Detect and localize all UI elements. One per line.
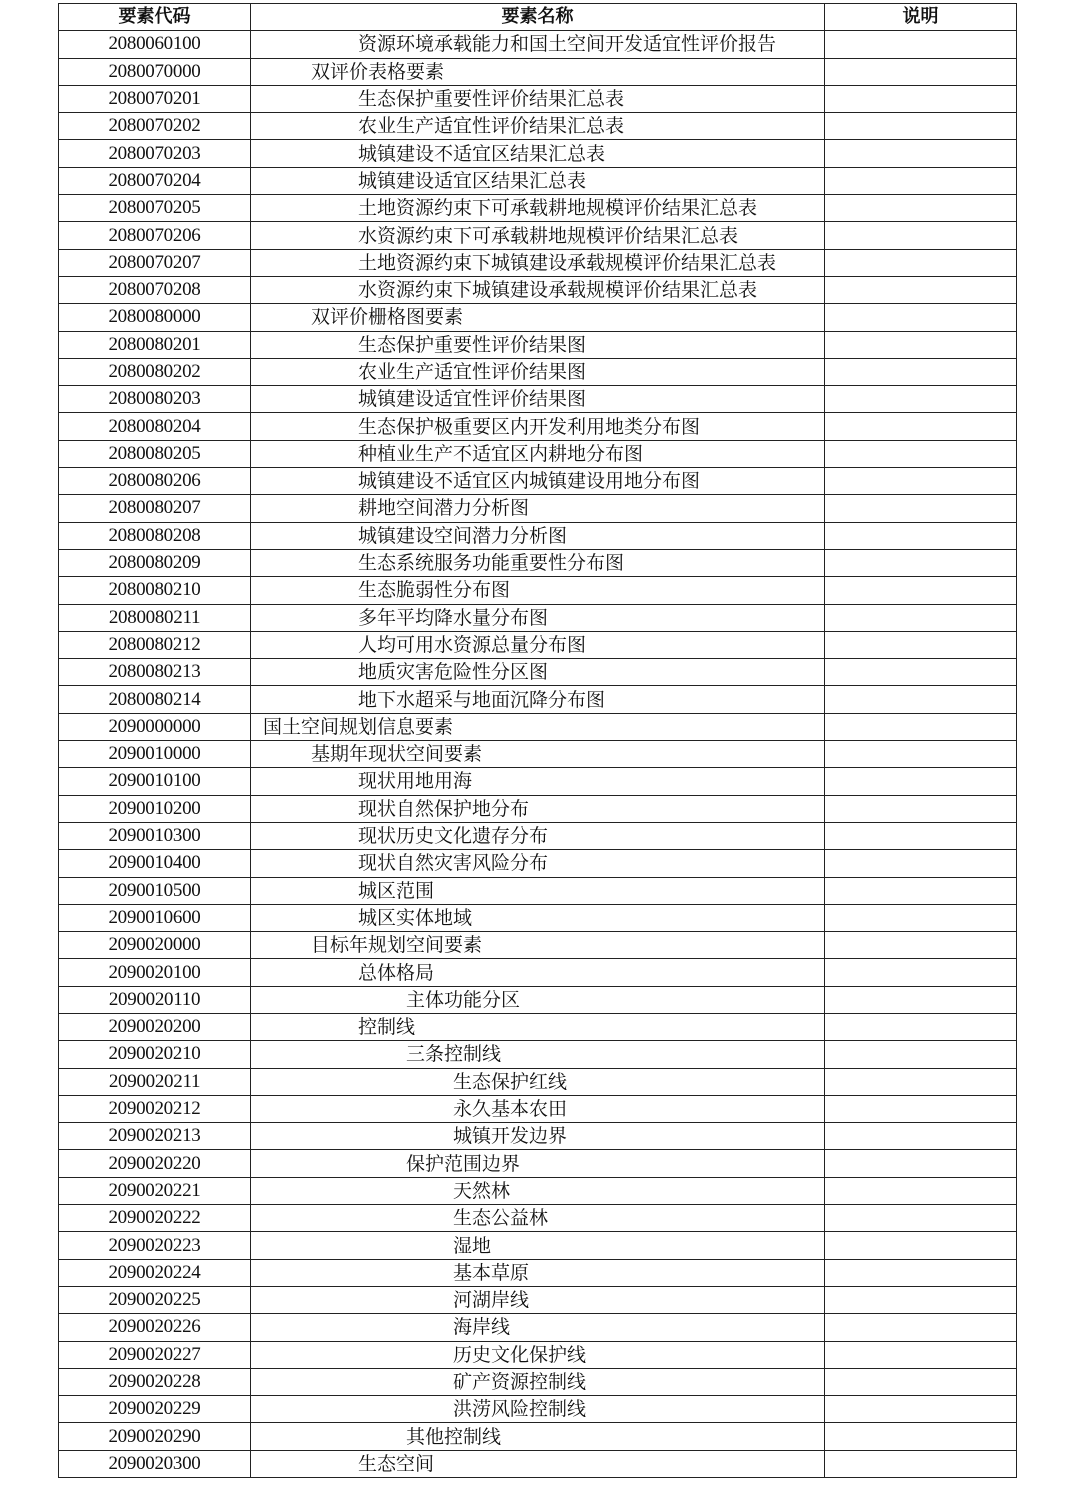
- element-name-cell: 双评价表格要素: [251, 58, 825, 85]
- table-row: [59, 1013, 1017, 1040]
- table-row: [59, 1341, 1017, 1368]
- element-name-cell: 城镇建设不适宜区结果汇总表: [251, 140, 825, 167]
- element-code-cell: 2090020220: [59, 1150, 251, 1177]
- table-row: [59, 468, 1017, 495]
- element-code-cell: 2090020200: [59, 1013, 251, 1040]
- element-note-cell: [825, 659, 1017, 686]
- element-note-cell: [825, 31, 1017, 58]
- element-name-cell: 地质灾害危险性分区图: [251, 659, 825, 686]
- element-name-cell: 其他控制线: [251, 1423, 825, 1450]
- table-body: [59, 31, 1017, 1478]
- table-row: [59, 959, 1017, 986]
- element-note-cell: [825, 222, 1017, 249]
- element-note-cell: [825, 822, 1017, 849]
- element-code-cell: 2080070201: [59, 85, 251, 112]
- element-note-cell: [825, 1013, 1017, 1040]
- element-note-cell: [825, 413, 1017, 440]
- table-row: [59, 577, 1017, 604]
- element-name-cell: 海岸线: [251, 1314, 825, 1341]
- element-name-cell: 生态空间: [251, 1450, 825, 1477]
- element-code-cell: 2090020213: [59, 1123, 251, 1150]
- table-row: [59, 1368, 1017, 1395]
- element-code-cell: 2090020226: [59, 1314, 251, 1341]
- element-code-cell: 2080080207: [59, 495, 251, 522]
- element-name-cell: 现状自然灾害风险分布: [251, 850, 825, 877]
- element-note-cell: [825, 358, 1017, 385]
- element-note-cell: [825, 604, 1017, 631]
- element-code-cell: 2080070207: [59, 249, 251, 276]
- element-note-cell: [825, 140, 1017, 167]
- element-name-cell: 历史文化保护线: [251, 1341, 825, 1368]
- element-code-cell: 2080080000: [59, 304, 251, 331]
- element-code-cell: 2090010000: [59, 741, 251, 768]
- element-name-cell: 生态公益林: [251, 1205, 825, 1232]
- table-row: [59, 986, 1017, 1013]
- header-row: [59, 4, 1017, 31]
- element-name-cell: 控制线: [251, 1013, 825, 1040]
- element-code-cell: 2090020290: [59, 1423, 251, 1450]
- element-name-cell: 河湖岸线: [251, 1286, 825, 1313]
- element-name-cell: 现状自然保护地分布: [251, 795, 825, 822]
- table-row: [59, 822, 1017, 849]
- table-row: [59, 113, 1017, 140]
- element-note-cell: [825, 577, 1017, 604]
- table-row: [59, 140, 1017, 167]
- element-code-cell: 2080080208: [59, 522, 251, 549]
- element-name-cell: 多年平均降水量分布图: [251, 604, 825, 631]
- table-row: [59, 741, 1017, 768]
- element-name-cell: 城镇建设空间潜力分析图: [251, 522, 825, 549]
- table-row: [59, 304, 1017, 331]
- element-note-cell: [825, 1341, 1017, 1368]
- element-name-cell: 现状历史文化遗存分布: [251, 822, 825, 849]
- element-code-cell: 2090020210: [59, 1041, 251, 1068]
- element-code-cell: 2090020100: [59, 959, 251, 986]
- element-code-cell: 2090020227: [59, 1341, 251, 1368]
- table-row: [59, 276, 1017, 303]
- element-name-cell: 城镇建设不适宜区内城镇建设用地分布图: [251, 468, 825, 495]
- table-row: [59, 1259, 1017, 1286]
- table-row: [59, 331, 1017, 358]
- element-code-cell: 2080080204: [59, 413, 251, 440]
- element-note-cell: [825, 713, 1017, 740]
- element-name-cell: 资源环境承载能力和国土空间开发适宜性评价报告: [251, 31, 825, 58]
- element-note-cell: [825, 522, 1017, 549]
- element-name-cell: 三条控制线: [251, 1041, 825, 1068]
- element-code-cell: 2080080209: [59, 549, 251, 576]
- table-row: [59, 85, 1017, 112]
- element-name-cell: 总体格局: [251, 959, 825, 986]
- table-row: [59, 1041, 1017, 1068]
- element-note-cell: [825, 167, 1017, 194]
- element-name-cell: 双评价栅格图要素: [251, 304, 825, 331]
- element-name-cell: 生态保护重要性评价结果汇总表: [251, 85, 825, 112]
- table-row: [59, 1177, 1017, 1204]
- element-note-cell: [825, 58, 1017, 85]
- table-row: [59, 1205, 1017, 1232]
- element-name-cell: 农业生产适宜性评价结果图: [251, 358, 825, 385]
- table-row: [59, 31, 1017, 58]
- table-row: [59, 932, 1017, 959]
- element-code-table-container: [58, 3, 1016, 1478]
- element-code-cell: 2080070202: [59, 113, 251, 140]
- element-note-cell: [825, 850, 1017, 877]
- element-note-cell: [825, 549, 1017, 576]
- element-note-cell: [825, 1423, 1017, 1450]
- element-name-cell: 目标年规划空间要素: [251, 932, 825, 959]
- element-name-cell: 矿产资源控制线: [251, 1368, 825, 1395]
- element-note-cell: [825, 904, 1017, 931]
- element-code-cell: 2090020300: [59, 1450, 251, 1477]
- element-code-cell: 2090020224: [59, 1259, 251, 1286]
- element-note-cell: [825, 1450, 1017, 1477]
- element-name-cell: 城区范围: [251, 877, 825, 904]
- element-code-cell: 2080070203: [59, 140, 251, 167]
- element-code-cell: 2080080203: [59, 386, 251, 413]
- element-note-cell: [825, 468, 1017, 495]
- element-name-cell: 人均可用水资源总量分布图: [251, 631, 825, 658]
- element-note-cell: [825, 495, 1017, 522]
- element-note-cell: [825, 741, 1017, 768]
- element-name-cell: 生态系统服务功能重要性分布图: [251, 549, 825, 576]
- element-code-table: [58, 3, 1017, 1478]
- element-code-cell: 2080070208: [59, 276, 251, 303]
- element-note-cell: [825, 1314, 1017, 1341]
- element-name-cell: 耕地空间潜力分析图: [251, 495, 825, 522]
- element-code-cell: 2080070204: [59, 167, 251, 194]
- element-note-cell: [825, 304, 1017, 331]
- element-code-cell: 2090010100: [59, 768, 251, 795]
- element-code-cell: 2090020221: [59, 1177, 251, 1204]
- element-note-cell: [825, 386, 1017, 413]
- element-name-cell: 地下水超采与地面沉降分布图: [251, 686, 825, 713]
- element-name-cell: 天然林: [251, 1177, 825, 1204]
- element-name-cell: 城镇建设适宜区结果汇总表: [251, 167, 825, 194]
- element-note-cell: [825, 959, 1017, 986]
- table-row: [59, 495, 1017, 522]
- table-row: [59, 1396, 1017, 1423]
- element-code-cell: 2090020222: [59, 1205, 251, 1232]
- element-note-cell: [825, 795, 1017, 822]
- element-code-cell: 2080080206: [59, 468, 251, 495]
- element-name-cell: 现状用地用海: [251, 768, 825, 795]
- table-row: [59, 222, 1017, 249]
- element-note-cell: [825, 1286, 1017, 1313]
- header-name: 要素名称: [251, 4, 825, 31]
- table-row: [59, 659, 1017, 686]
- element-name-cell: 水资源约束下城镇建设承载规模评价结果汇总表: [251, 276, 825, 303]
- element-name-cell: 土地资源约束下城镇建设承载规模评价结果汇总表: [251, 249, 825, 276]
- element-name-cell: 基期年现状空间要素: [251, 741, 825, 768]
- element-name-cell: 生态保护极重要区内开发利用地类分布图: [251, 413, 825, 440]
- table-row: [59, 549, 1017, 576]
- element-note-cell: [825, 1177, 1017, 1204]
- element-code-cell: 2090020000: [59, 932, 251, 959]
- table-row: [59, 58, 1017, 85]
- table-header: [59, 4, 1017, 31]
- element-name-cell: 种植业生产不适宜区内耕地分布图: [251, 440, 825, 467]
- table-row: [59, 167, 1017, 194]
- table-row: [59, 1314, 1017, 1341]
- element-note-cell: [825, 1068, 1017, 1095]
- element-note-cell: [825, 1232, 1017, 1259]
- table-row: [59, 440, 1017, 467]
- table-row: [59, 768, 1017, 795]
- element-note-cell: [825, 986, 1017, 1013]
- header-note: 说明: [825, 4, 1017, 31]
- element-note-cell: [825, 1396, 1017, 1423]
- element-code-cell: 2080070000: [59, 58, 251, 85]
- element-code-cell: 2090020212: [59, 1095, 251, 1122]
- element-name-cell: 永久基本农田: [251, 1095, 825, 1122]
- table-row: [59, 604, 1017, 631]
- element-note-cell: [825, 1041, 1017, 1068]
- element-code-cell: 2080080214: [59, 686, 251, 713]
- element-name-cell: 城镇开发边界: [251, 1123, 825, 1150]
- element-note-cell: [825, 276, 1017, 303]
- table-row: [59, 1068, 1017, 1095]
- element-code-cell: 2090010300: [59, 822, 251, 849]
- element-note-cell: [825, 195, 1017, 222]
- element-name-cell: 生态保护红线: [251, 1068, 825, 1095]
- table-row: [59, 195, 1017, 222]
- element-code-cell: 2090020211: [59, 1068, 251, 1095]
- table-row: [59, 631, 1017, 658]
- table-row: [59, 522, 1017, 549]
- element-note-cell: [825, 1205, 1017, 1232]
- element-name-cell: 城镇建设适宜性评价结果图: [251, 386, 825, 413]
- element-note-cell: [825, 1368, 1017, 1395]
- element-code-cell: 2090010400: [59, 850, 251, 877]
- element-code-cell: 2080060100: [59, 31, 251, 58]
- element-code-cell: 2080070206: [59, 222, 251, 249]
- element-name-cell: 主体功能分区: [251, 986, 825, 1013]
- table-row: [59, 1095, 1017, 1122]
- element-note-cell: [825, 1150, 1017, 1177]
- table-row: [59, 713, 1017, 740]
- table-row: [59, 1450, 1017, 1477]
- element-code-cell: 2090020225: [59, 1286, 251, 1313]
- table-row: [59, 1150, 1017, 1177]
- table-row: [59, 358, 1017, 385]
- table-row: [59, 1286, 1017, 1313]
- element-note-cell: [825, 249, 1017, 276]
- table-row: [59, 1423, 1017, 1450]
- element-name-cell: 国土空间规划信息要素: [251, 713, 825, 740]
- table-row: [59, 686, 1017, 713]
- element-code-cell: 2080080213: [59, 659, 251, 686]
- element-name-cell: 基本草原: [251, 1259, 825, 1286]
- element-note-cell: [825, 331, 1017, 358]
- element-note-cell: [825, 440, 1017, 467]
- element-code-cell: 2080080202: [59, 358, 251, 385]
- element-code-cell: 2090010500: [59, 877, 251, 904]
- element-code-cell: 2090020223: [59, 1232, 251, 1259]
- element-code-cell: 2090020229: [59, 1396, 251, 1423]
- element-code-cell: 2090020228: [59, 1368, 251, 1395]
- element-note-cell: [825, 932, 1017, 959]
- table-row: [59, 1232, 1017, 1259]
- element-note-cell: [825, 768, 1017, 795]
- element-note-cell: [825, 877, 1017, 904]
- element-name-cell: 保护范围边界: [251, 1150, 825, 1177]
- element-code-cell: 2090010200: [59, 795, 251, 822]
- element-name-cell: 生态脆弱性分布图: [251, 577, 825, 604]
- element-code-cell: 2080070205: [59, 195, 251, 222]
- element-name-cell: 城区实体地域: [251, 904, 825, 931]
- table-row: [59, 386, 1017, 413]
- element-name-cell: 水资源约束下可承载耕地规模评价结果汇总表: [251, 222, 825, 249]
- element-code-cell: 2090020110: [59, 986, 251, 1013]
- element-name-cell: 农业生产适宜性评价结果汇总表: [251, 113, 825, 140]
- element-name-cell: 洪涝风险控制线: [251, 1396, 825, 1423]
- element-name-cell: 湿地: [251, 1232, 825, 1259]
- element-code-cell: 2090000000: [59, 713, 251, 740]
- table-row: [59, 850, 1017, 877]
- element-note-cell: [825, 1259, 1017, 1286]
- table-row: [59, 1123, 1017, 1150]
- table-row: [59, 413, 1017, 440]
- element-note-cell: [825, 631, 1017, 658]
- table-row: [59, 877, 1017, 904]
- element-note-cell: [825, 1123, 1017, 1150]
- element-code-cell: 2090010600: [59, 904, 251, 931]
- element-note-cell: [825, 686, 1017, 713]
- element-note-cell: [825, 1095, 1017, 1122]
- element-note-cell: [825, 85, 1017, 112]
- header-code: 要素代码: [59, 4, 251, 31]
- element-code-cell: 2080080212: [59, 631, 251, 658]
- element-code-cell: 2080080211: [59, 604, 251, 631]
- element-name-cell: 土地资源约束下可承载耕地规模评价结果汇总表: [251, 195, 825, 222]
- element-note-cell: [825, 113, 1017, 140]
- element-name-cell: 生态保护重要性评价结果图: [251, 331, 825, 358]
- table-row: [59, 904, 1017, 931]
- table-row: [59, 795, 1017, 822]
- table-row: [59, 249, 1017, 276]
- element-code-cell: 2080080210: [59, 577, 251, 604]
- element-code-cell: 2080080201: [59, 331, 251, 358]
- element-code-cell: 2080080205: [59, 440, 251, 467]
